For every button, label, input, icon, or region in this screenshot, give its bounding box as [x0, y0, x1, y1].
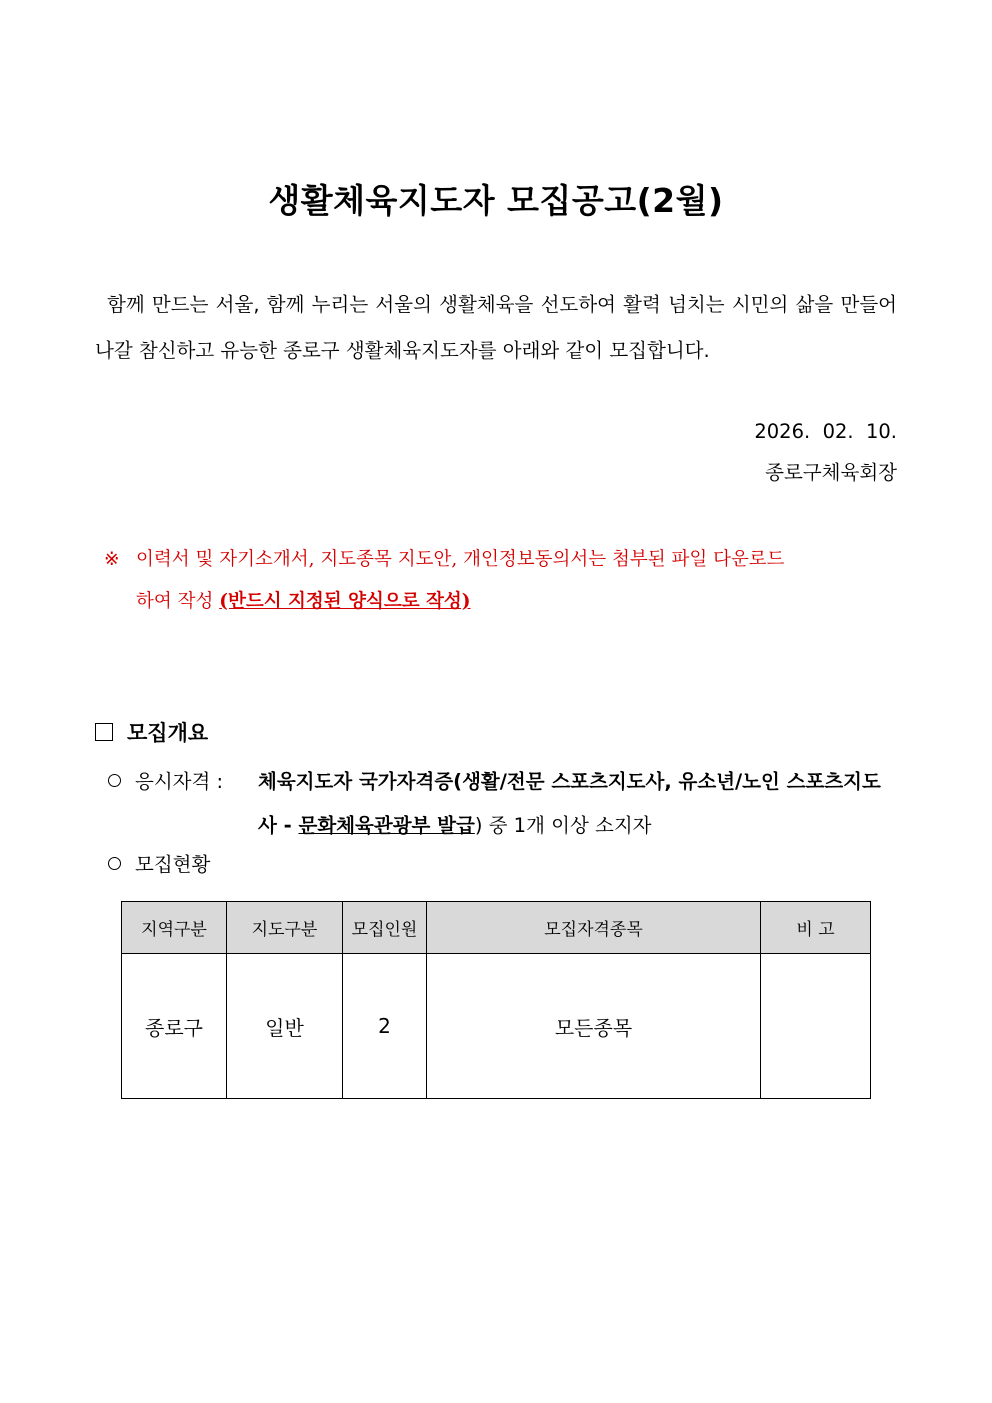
- qualification-bold-text: 체육지도자 국가자격증(생활/전문 스포츠지도사, 유소년/노인 스포츠지도사 -: [258, 770, 881, 837]
- organization-name: 종로구체육회장: [765, 461, 897, 484]
- square-bullet-icon: [95, 723, 113, 741]
- qualification-label-wrap: [108, 760, 223, 804]
- section-heading-text: 모집개요: [127, 721, 209, 745]
- announcement-date: 2026. 02. 10.: [754, 420, 897, 443]
- cell-instruction-type: 일반: [227, 954, 343, 1099]
- cell-headcount: 2: [343, 954, 427, 1099]
- recruitment-table: [121, 901, 871, 1099]
- notice-line-1: [104, 539, 897, 581]
- cell-qualified-sports: 모든종목: [427, 954, 761, 1099]
- qualification-label: 응시자격 :: [135, 770, 224, 793]
- notice-text-2: 하여 작성: [136, 591, 220, 612]
- status-label: 모집현황: [135, 853, 211, 876]
- notice-line-2: [104, 581, 897, 623]
- header-headcount: 모집인원: [343, 902, 427, 954]
- status-item: [108, 849, 210, 881]
- cell-remarks: [761, 954, 871, 1099]
- header-remarks: 비 고: [761, 902, 871, 954]
- qualification-issuer: 문화체육관광부 발급: [298, 814, 475, 837]
- cell-region: 종로구: [122, 954, 227, 1099]
- qualification-text: [258, 760, 898, 848]
- qualification-rest: ) 중 1개 이상 소지자: [474, 814, 652, 837]
- page-title: 생활체육지도자 모집공고(2월): [268, 181, 724, 220]
- header-qualified-sports: 모집자격종목: [427, 902, 761, 954]
- intro-paragraph: 함께 만드는 서울, 함께 누리는 서울의 생활체육을 선도하여 활력 넘치는 시민의 삶을 만들어 나갈 참신하고 유능한 종로구 생활체육지도자를 아래와 같이 모집합니다.: [95, 293, 897, 362]
- section-heading-overview: [95, 717, 208, 749]
- circle-bullet-icon: [108, 857, 121, 870]
- header-region: 지역구분: [122, 902, 227, 954]
- reference-mark-icon: ※: [104, 549, 120, 570]
- table-header-row: [122, 902, 871, 954]
- notice-emphasis: (반드시 지정된 양식으로 작성): [219, 591, 471, 612]
- notice-block: [104, 539, 897, 623]
- circle-bullet-icon: [108, 774, 121, 787]
- notice-text-1: 이력서 및 자기소개서, 지도종목 지도안, 개인정보동의서는 첨부된 파일 다운로드: [136, 549, 785, 570]
- table-row: [122, 954, 871, 1099]
- header-instruction-type: 지도구분: [227, 902, 343, 954]
